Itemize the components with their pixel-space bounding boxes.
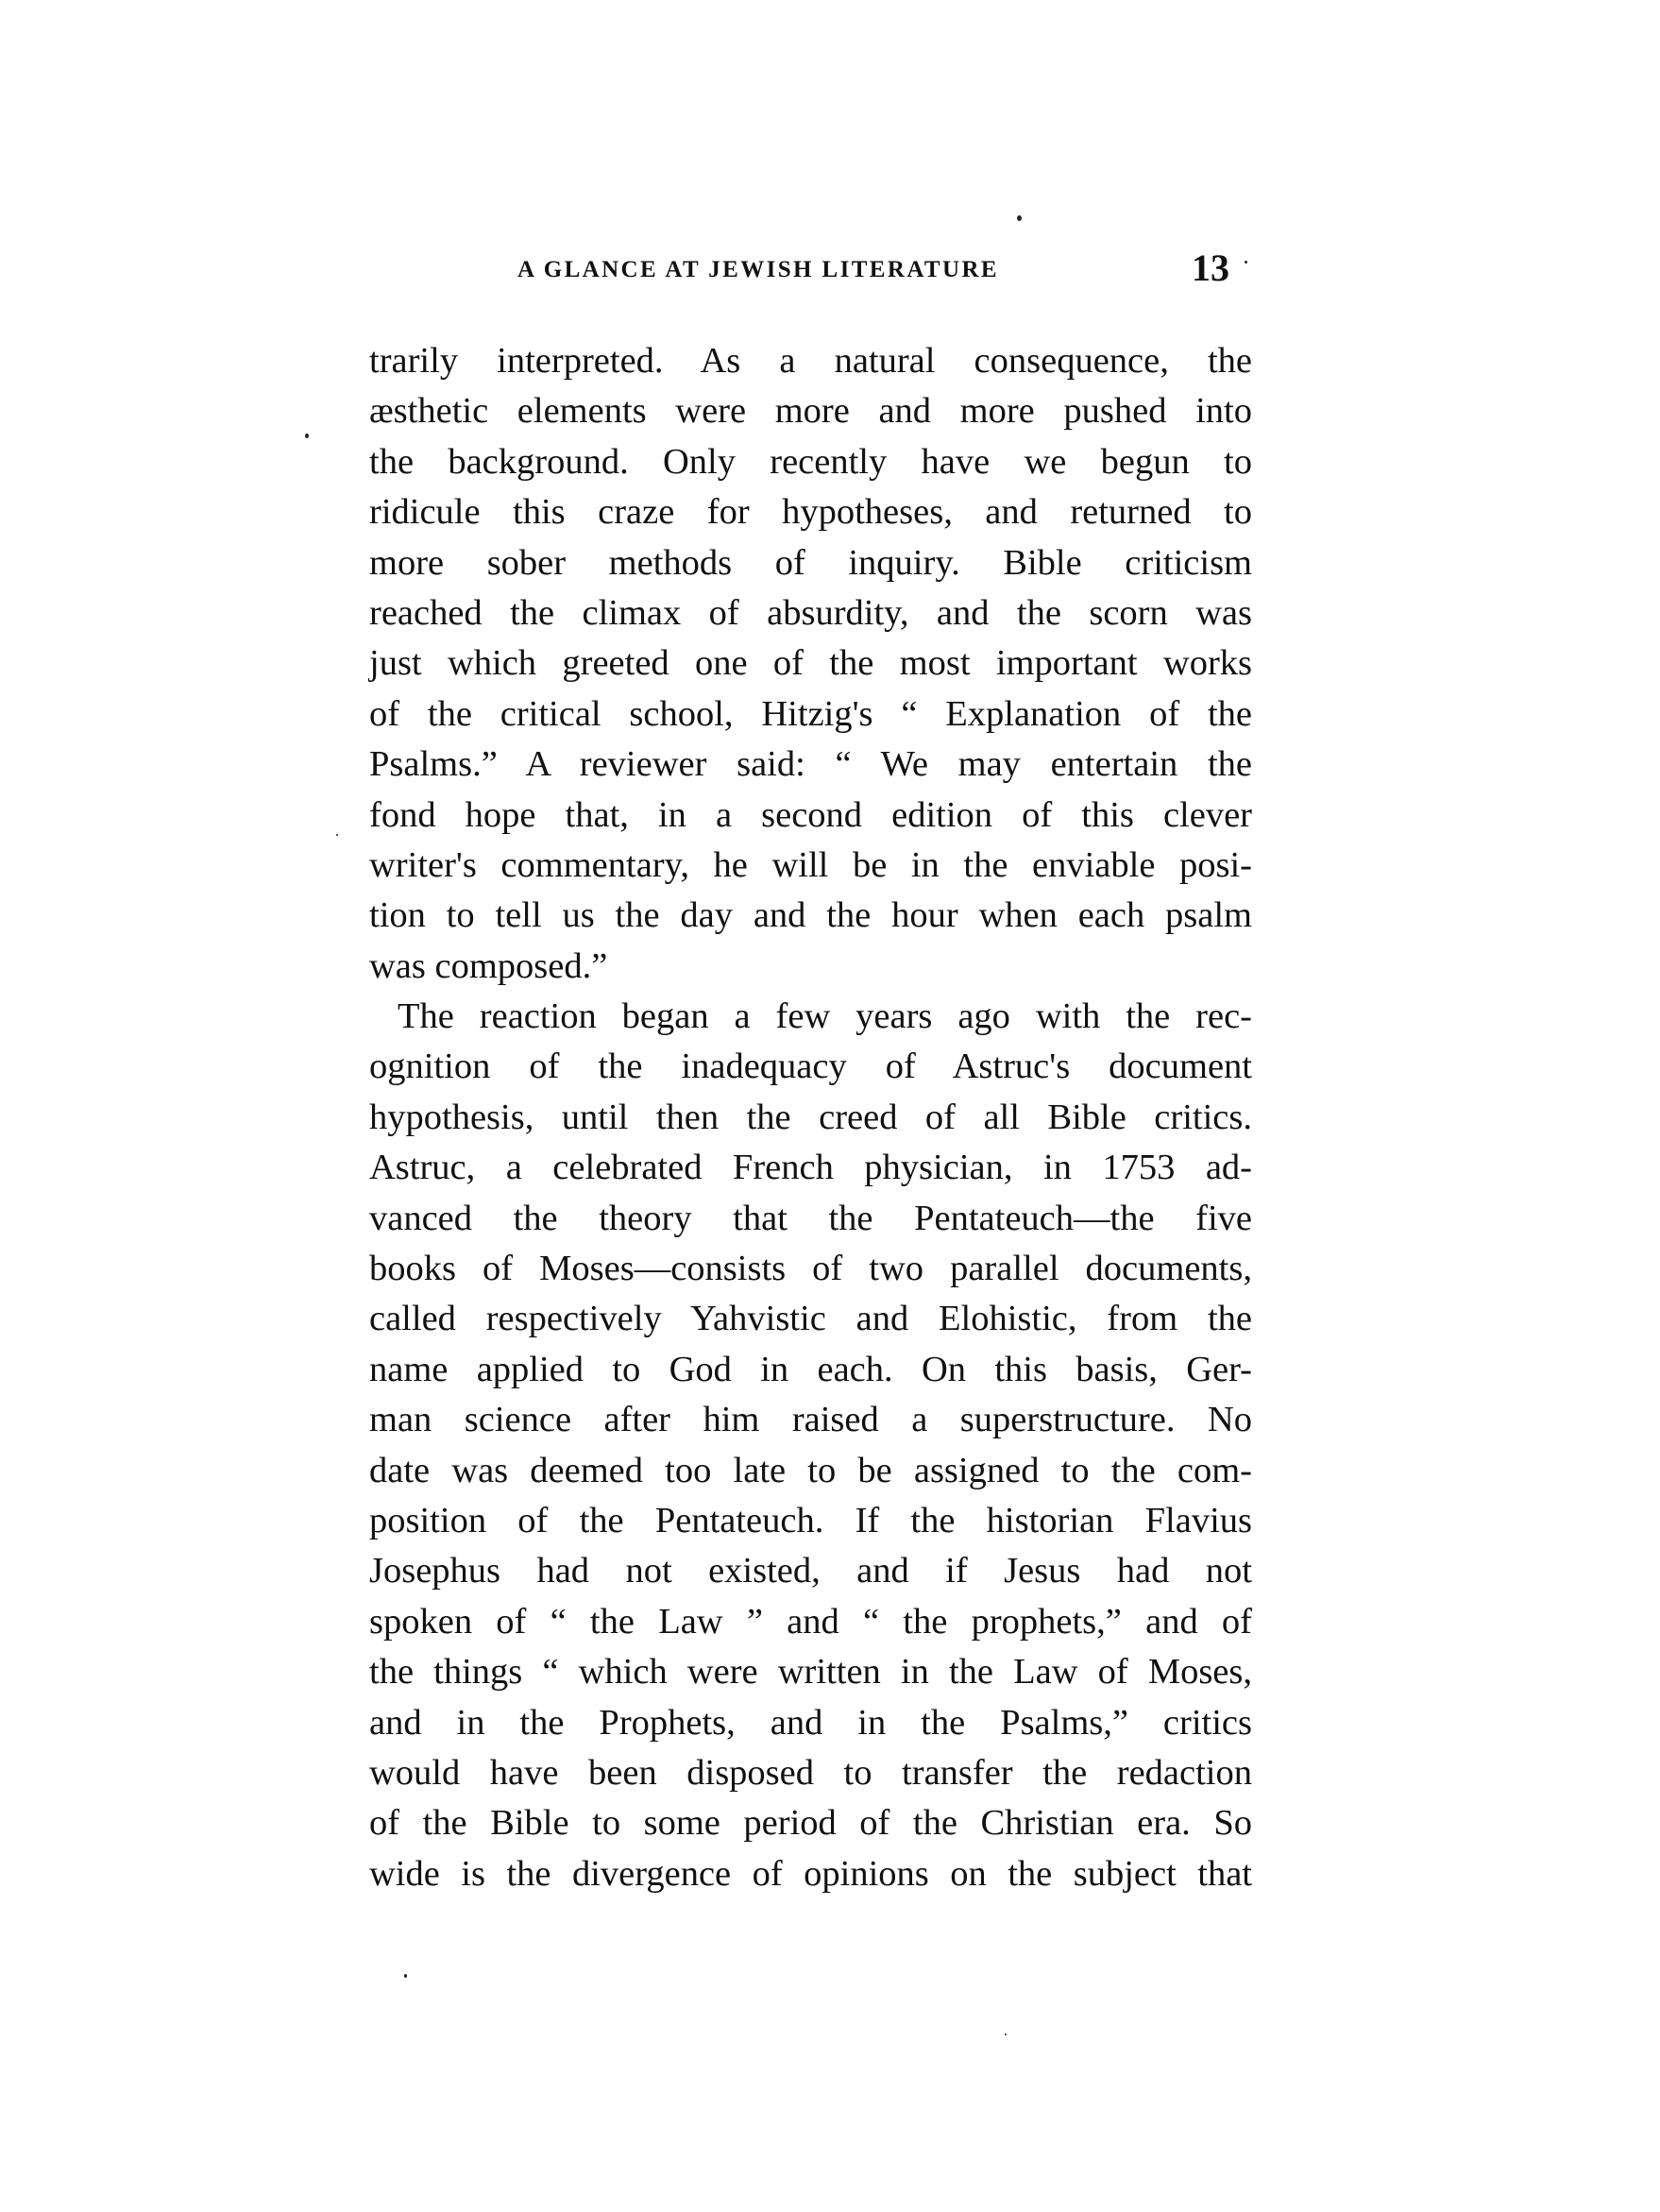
text-line: more sober methods of inquiry. Bible criticism	[369, 542, 1252, 583]
text-line: ognition of the inadequacy of Astruc's document	[369, 1046, 1252, 1087]
text-line: of the Bible to some period of the Christian era. So	[369, 1803, 1252, 1844]
text-line: Psalms.” A reviewer said: “ We may entertain the	[369, 744, 1252, 785]
text-line: would have been disposed to transfer the redaction	[369, 1752, 1252, 1793]
text-line: æsthetic elements were more and more pushed into	[369, 391, 1252, 432]
text-line: date was deemed too late to be assigned to the com-	[369, 1450, 1252, 1490]
text-line: trarily interpreted. As a natural consequence, the	[369, 341, 1252, 381]
text-line: the background. Only recently have we begun to	[369, 441, 1252, 482]
page-number: 13	[1192, 247, 1229, 289]
text-line: just which greeted one of the most important works	[369, 643, 1252, 684]
text-line: The reaction began a few years ago with the rec-	[398, 996, 1252, 1037]
text-line: spoken of “ the Law ” and “ the prophets,” and of	[369, 1601, 1252, 1642]
text-line: tion to tell us the day and the hour when each psalm	[369, 895, 1252, 936]
text-line: was composed.”	[369, 945, 608, 986]
running-head	[0, 0, 1660, 321]
text-line: position of the Pentateuch. If the historian Flavius	[369, 1500, 1252, 1540]
text-line: of the critical school, Hitzig's “ Explanation of the	[369, 693, 1252, 734]
scan-speck	[336, 834, 338, 836]
text-line: writer's commentary, he will be in the enviable posi-	[369, 844, 1252, 885]
text-line: fond hope that, in a second edition of this clever	[369, 794, 1252, 835]
text-line: hypothesis, until then the creed of all Bible critics.	[369, 1097, 1252, 1137]
text-line: ridicule this craze for hypotheses, and returned to	[369, 492, 1252, 533]
paragraph	[369, 336, 1252, 992]
scan-speck	[404, 1974, 407, 1978]
body-text	[369, 336, 1252, 1899]
text-line: called respectively Yahvistic and Elohistic, from the	[369, 1299, 1252, 1339]
text-line: name applied to God in each. On this basis, Ger-	[369, 1349, 1252, 1389]
text-line: Astruc, a celebrated French physician, in 1753 ad-	[369, 1148, 1252, 1188]
text-line: wide is the divergence of opinions on the subject that	[369, 1853, 1252, 1894]
text-line: the things “ which were written in the Law of Moses,	[369, 1652, 1252, 1693]
paragraph	[369, 992, 1252, 1899]
text-line: reached the climax of absurdity, and the scorn was	[369, 592, 1252, 633]
text-line: books of Moses—consists of two parallel documents,	[369, 1249, 1252, 1289]
scan-speck	[1005, 2033, 1007, 2035]
running-title: A GLANCE AT JEWISH LITERATURE	[517, 257, 999, 282]
scan-speck	[1017, 215, 1022, 221]
scan-speck	[305, 434, 309, 438]
text-line: and in the Prophets, and in the Psalms,” critics	[369, 1702, 1252, 1743]
text-line: man science after him raised a superstructure. No	[369, 1400, 1252, 1440]
text-line: vanced the theory that the Pentateuch—the five	[369, 1198, 1252, 1238]
scan-speck	[1245, 261, 1247, 264]
text-line: Josephus had not existed, and if Jesus had not	[369, 1551, 1252, 1591]
